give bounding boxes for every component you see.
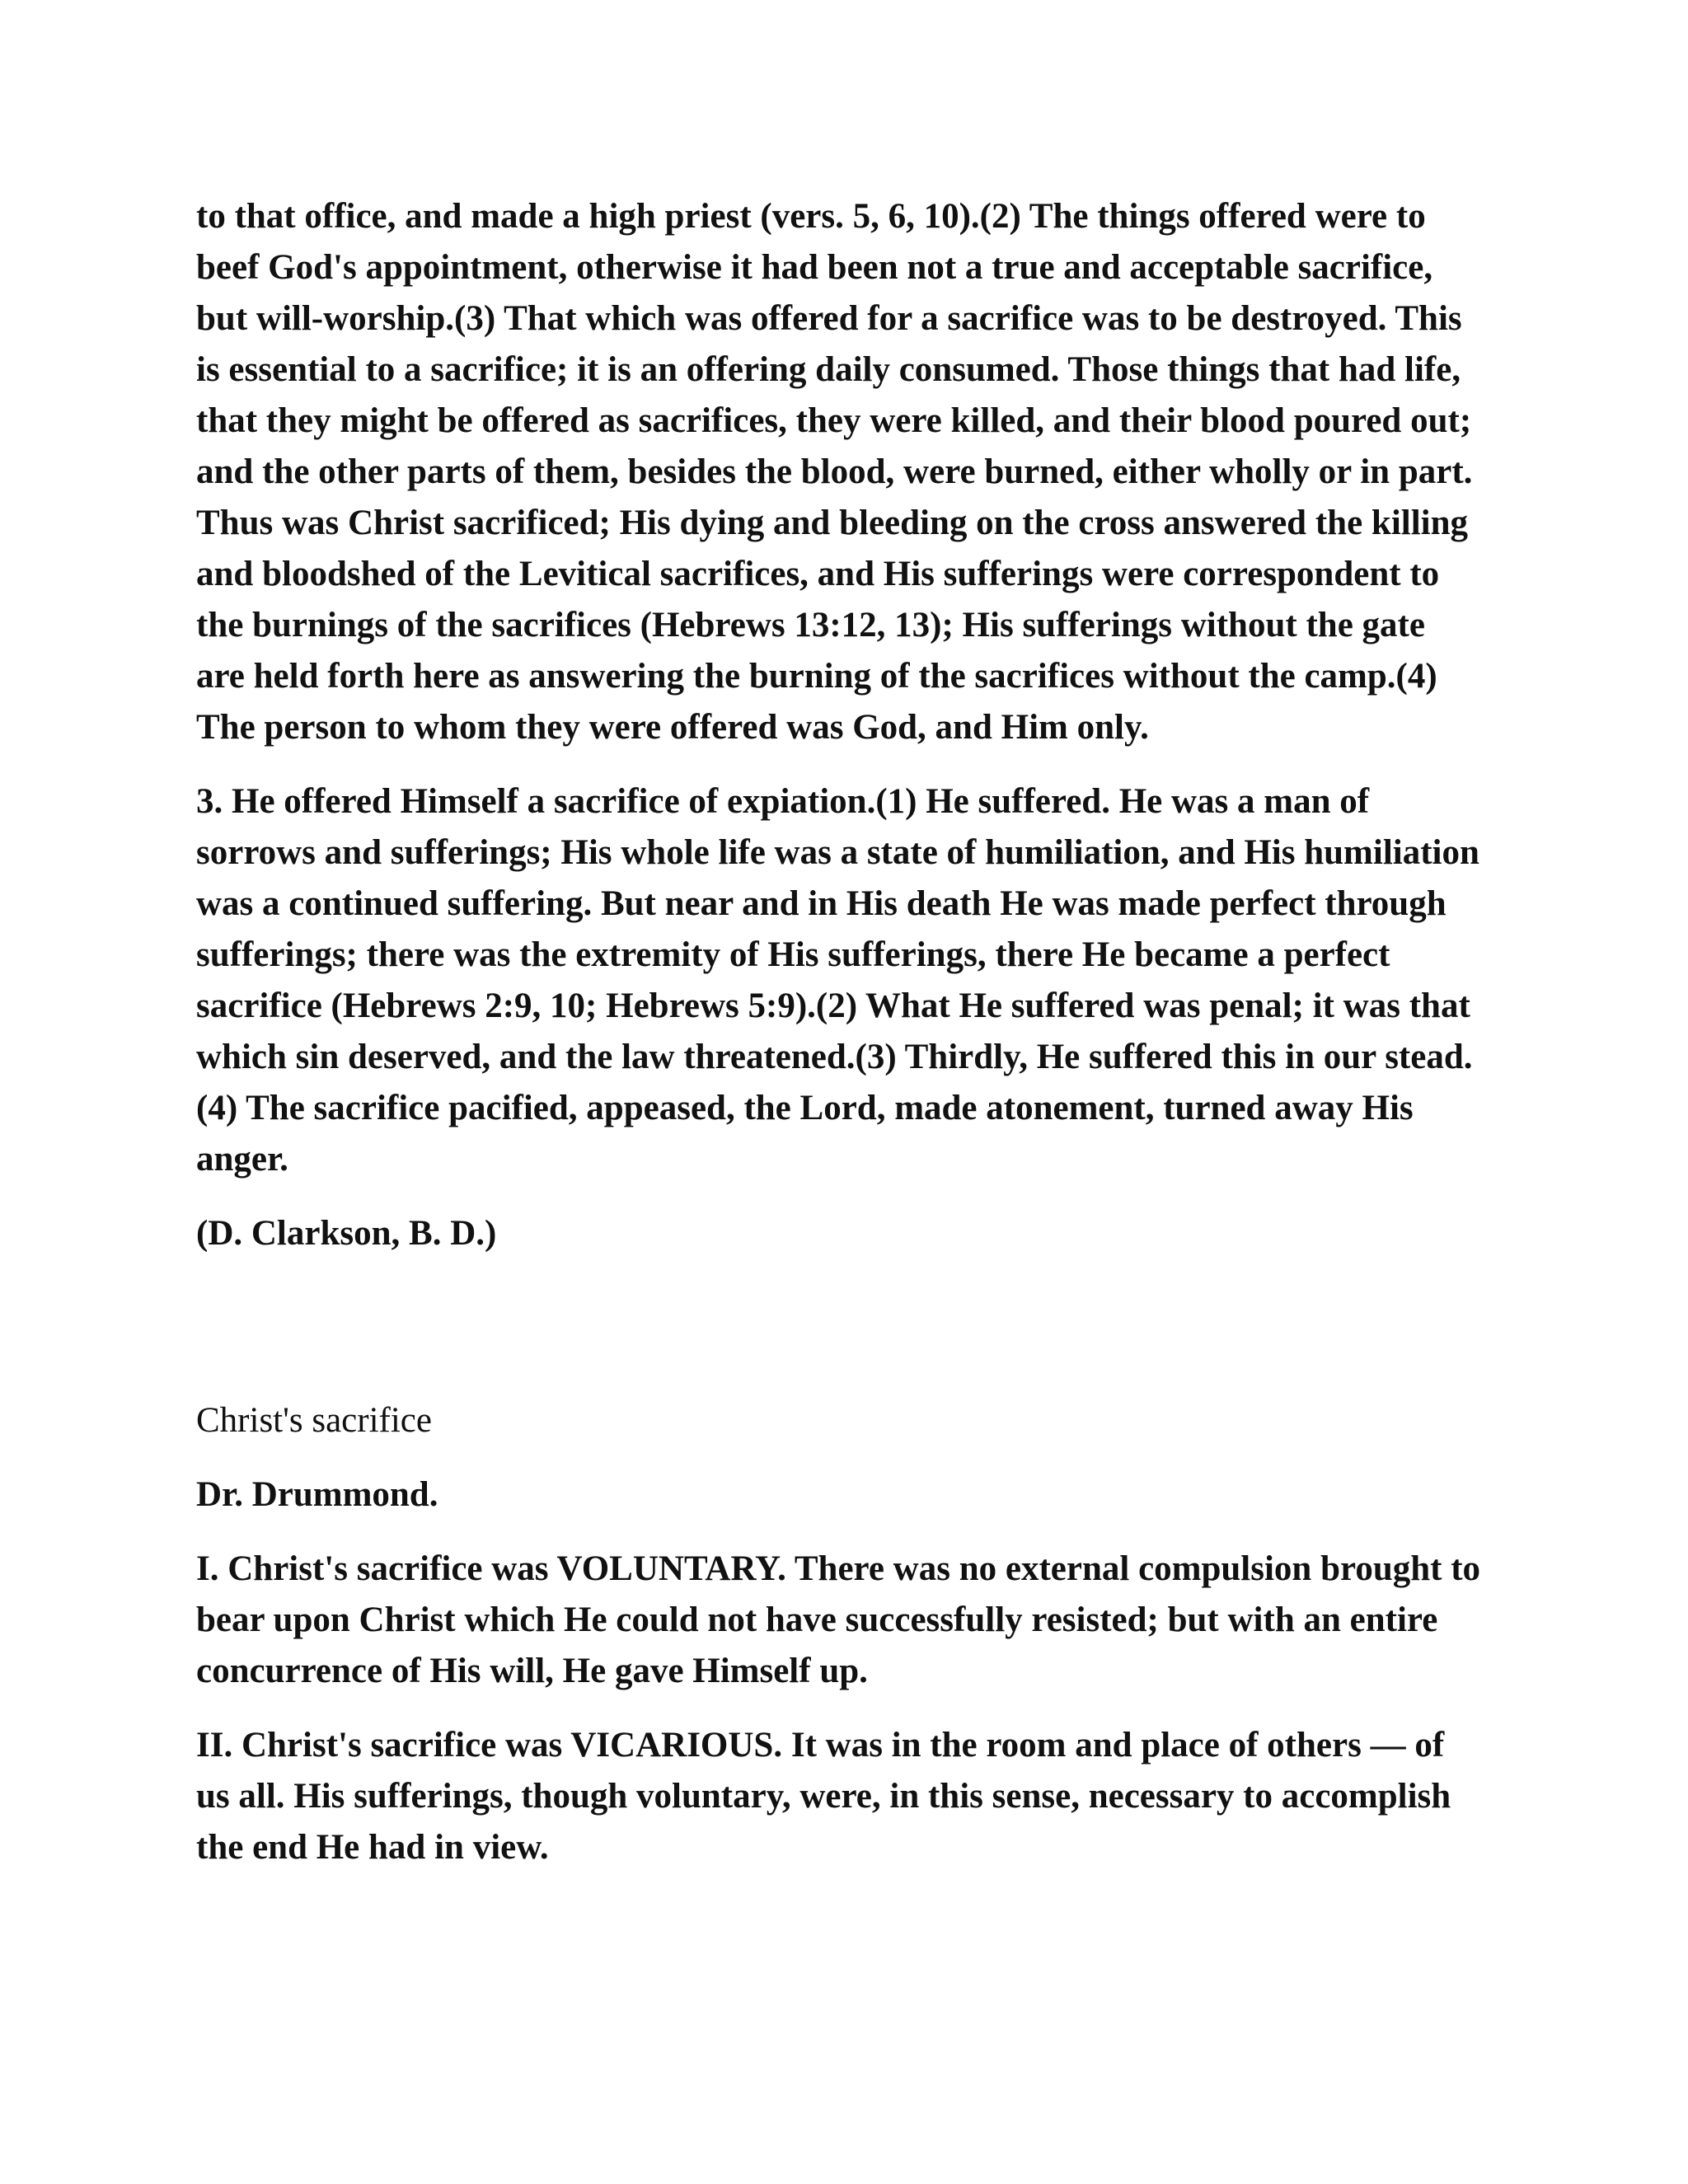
section-author: Dr. Drummond.: [196, 1475, 438, 1514]
body-paragraph: II. Christ's sacrifice was VICARIOUS. It was in the room and place of others — of us all. His sufferings, though voluntary, were, in this sense, necessary to accomplish the end He had in view.: [196, 1726, 1451, 1867]
body-paragraph: to that office, and made a high priest (vers. 5, 6, 10).(2) The things offered were to beef God's appointment, otherwise it had been not a true and acceptable sacrifice, but will-worship.(3) That which was offered for a sacrifice was to be destroyed. This is essential to a sacrifice; it is an offering daily consumed. Those things that had life, that they might be offered as sacrifices, they were killed, and their blood poured out; and the other parts of them, besides the blood, were burned, either wholly or in part. Thus was Christ sacrificed; His dying and bleeding on the cross answered the killing and bloodshed of the Levitical sacrifices, and His sufferings were correspondent to the burnings of the sacrifices (Hebrews 13:12, 13); His sufferings without the gate are held forth here as answering the burning of the sacrifices without the camp.(4) The person to whom they were offered was God, and Him only.: [196, 197, 1473, 747]
attribution: (D. Clarkson, B. D.): [196, 1214, 497, 1253]
body-paragraph: I. Christ's sacrifice was VOLUNTARY. There was no external compulsion brought to bear upon Christ which He could not have successfully resisted; but with an entire concurrence of His will, He gave Himself up.: [196, 1549, 1481, 1690]
section-title: Christ's sacrifice: [196, 1401, 432, 1440]
body-paragraph: 3. He offered Himself a sacrifice of expiation.(1) He suffered. He was a man of sorrows and sufferings; His whole life was a state of humiliation, and His humiliation was a continued suffering. But near and in His death He was made perfect through sufferings; there was the extremity of His sufferings, there He became a perfect sacrifice (Hebrews 2:9, 10; Hebrews 5:9).(2) What He suffered was penal; it was that which sin deserved, and the law threatened.(3) Thirdly, He suffered this in our stead.(4) The sacrifice pacified, appeased, the Lord, made atonement, turned away His anger.: [196, 782, 1479, 1179]
page-content: [196, 191, 1482, 1896]
